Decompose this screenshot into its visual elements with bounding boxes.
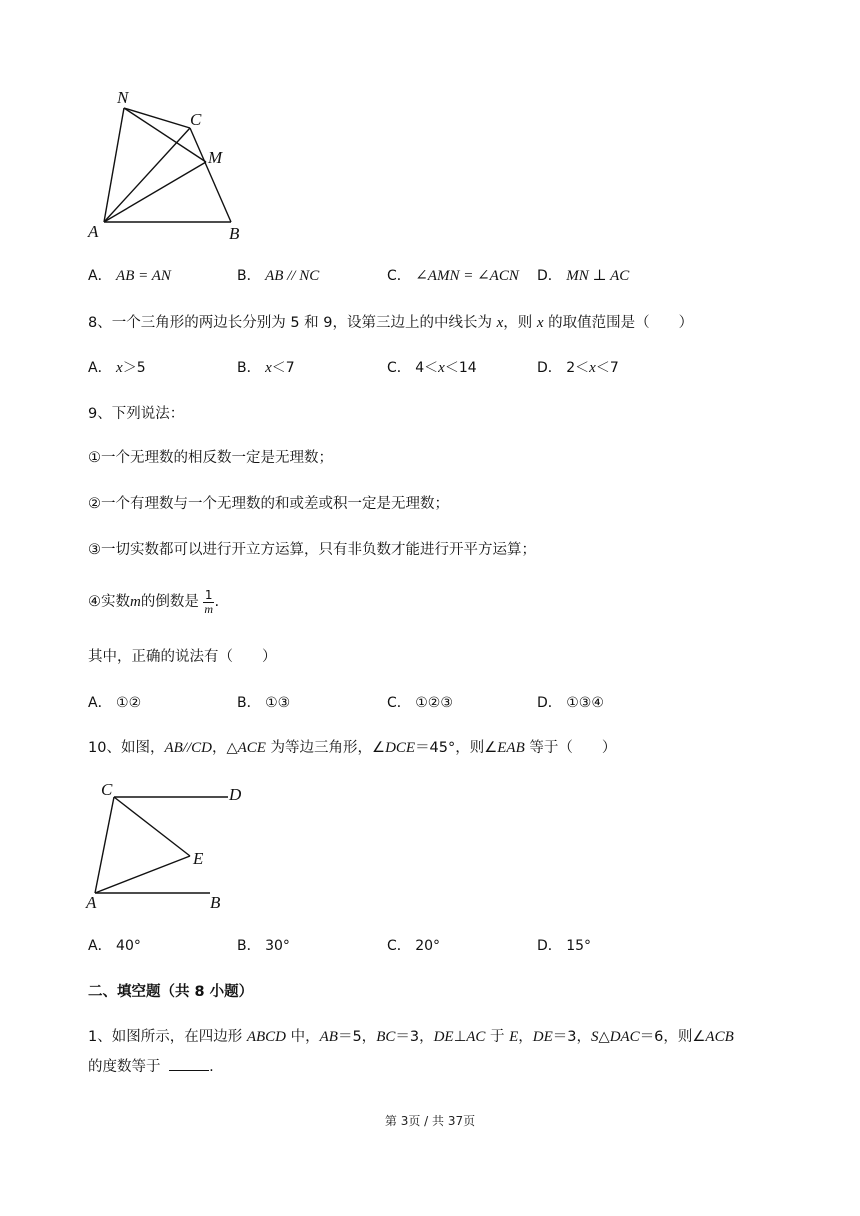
q9-title: 9、下列说法： bbox=[88, 406, 185, 422]
q7-option-c[interactable]: C． ∠AMN = ∠ACN bbox=[387, 268, 519, 284]
q9-question: 其中，正确的说法有（ ） bbox=[88, 649, 277, 665]
q9-option-c[interactable]: C． ①②③ bbox=[387, 695, 453, 711]
fill1-stem: 1、如图所示，在四边形 ABCD 中，AB＝5，BC＝3，DE⊥AC 于 E，DE＝3，S△DAC＝6，则∠ACB bbox=[88, 1029, 734, 1045]
q9-option-d[interactable]: D． ①③④ bbox=[537, 695, 604, 711]
label-d: D bbox=[229, 785, 242, 804]
q10-option-d[interactable]: D． 15° bbox=[537, 938, 592, 954]
q7-option-b[interactable]: B． AB // NC bbox=[237, 268, 320, 284]
q8-option-c[interactable]: C． 4＜x＜14 bbox=[387, 360, 477, 376]
q9-statement-4: ④实数m的倒数是 $\frac{1}{m}$ . bbox=[88, 587, 220, 616]
q10-option-c[interactable]: C． 20° bbox=[387, 938, 441, 954]
fraction-1-over-m: $\frac{1}{m}$ bbox=[204, 587, 213, 616]
q10-stem: 10、如图，AB//CD，△ACE 为等边三角形，∠DCE＝45°，则∠EAB 等于（ ） bbox=[88, 740, 617, 756]
q8-stem: 8、一个三角形的两边长分别为 5 和 9，设第三边上的中线长为 x，则 x 的取值范围是（ ） bbox=[88, 315, 694, 331]
q7-option-a[interactable]: A． AB = AN bbox=[88, 268, 171, 284]
q8-option-d[interactable]: D． 2＜x＜7 bbox=[537, 360, 619, 376]
label-n: N bbox=[117, 88, 129, 107]
q10-option-a[interactable]: A． 40° bbox=[88, 938, 141, 954]
label-e: E bbox=[193, 849, 204, 868]
label-c: C bbox=[190, 110, 202, 129]
q9-option-a[interactable]: A． ①② bbox=[88, 695, 142, 711]
label-c: C bbox=[101, 780, 113, 799]
q8-option-a[interactable]: A． x＞5 bbox=[88, 360, 146, 376]
q9-statement-3: ③一切实数都可以进行开立方运算，只有非负数才能进行开平方运算； bbox=[88, 542, 536, 558]
page-footer: 第 3页 / 共 37页 bbox=[384, 1114, 476, 1128]
q7-option-d[interactable]: D． MN ⊥ AC bbox=[537, 268, 630, 284]
label-b: B bbox=[229, 224, 240, 243]
q9-statement-1: ①一个无理数的相反数一定是无理数； bbox=[88, 450, 333, 466]
fill1-line2: 的度数等于 . bbox=[88, 1056, 214, 1077]
label-a: A bbox=[86, 893, 97, 912]
label-m: M bbox=[208, 148, 223, 167]
section-heading: 二、填空题（共 8 小题） bbox=[88, 984, 254, 1000]
label-a: A bbox=[88, 222, 99, 241]
q9-option-b[interactable]: B． ①③ bbox=[237, 695, 291, 711]
label-b: B bbox=[210, 893, 221, 912]
q10-option-b[interactable]: B． 30° bbox=[237, 938, 290, 954]
answer-blank[interactable] bbox=[169, 1056, 209, 1071]
q8-option-b[interactable]: B． x＜7 bbox=[237, 360, 295, 376]
q9-statement-2: ②一个有理数与一个无理数的和或差或积一定是无理数； bbox=[88, 496, 449, 512]
figure-quadrilateral-nacbm bbox=[84, 84, 254, 244]
